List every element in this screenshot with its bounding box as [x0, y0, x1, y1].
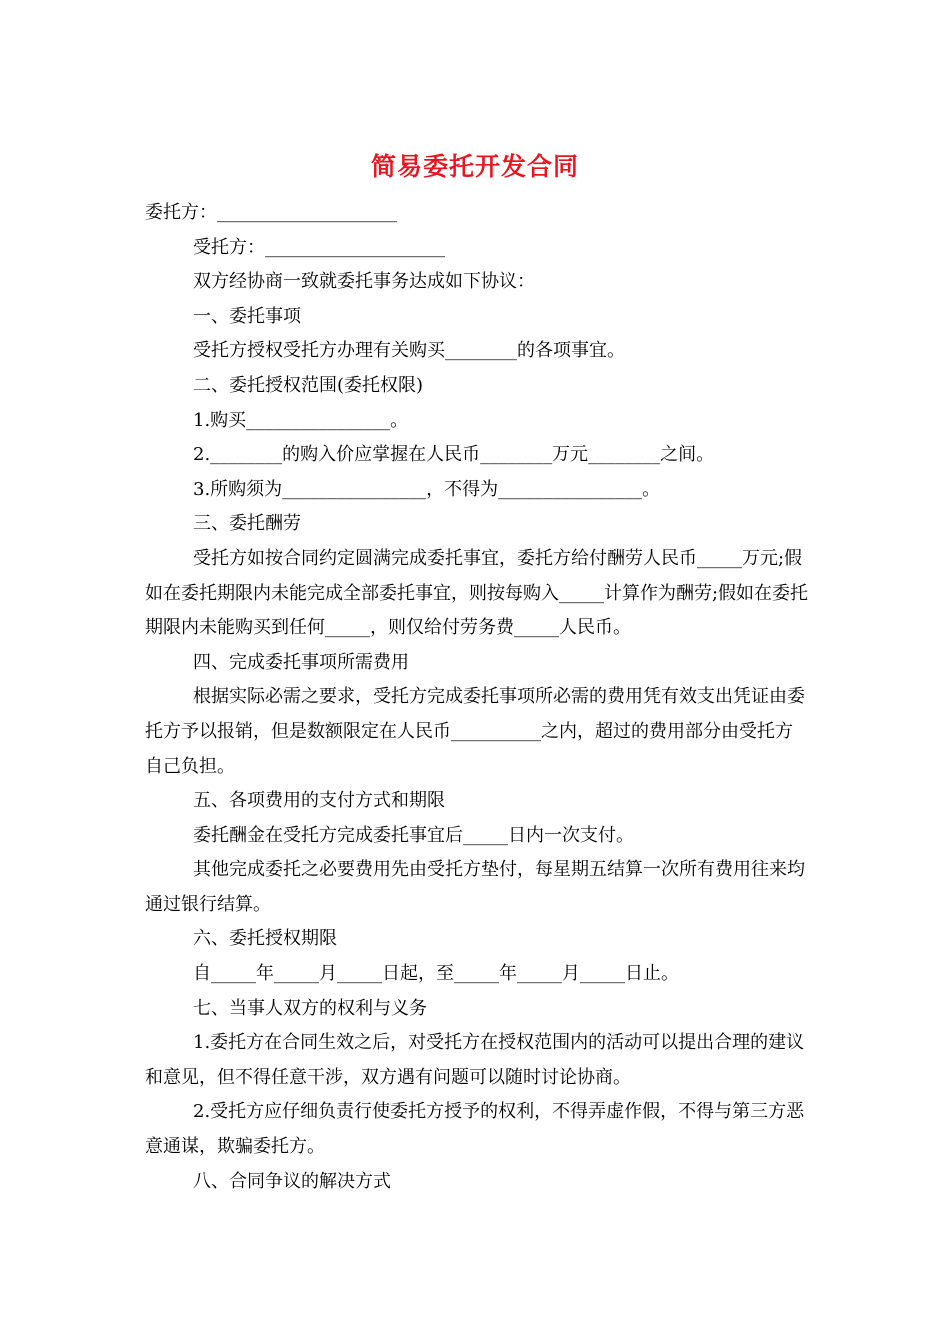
- paragraph: 受托方：____________________: [193, 236, 445, 258]
- paragraph: 双方经协商一致就委托事务达成如下协议：: [193, 271, 535, 293]
- paragraph: 受托方如按合同约定圆满完成委托事宜，委托方给付酬劳人民币_____万元;假如在委托期限内未能完成全部委托事宜，则按每购入_____计算作为酬劳;假如在委托期限内未能购买到任何_____，则仅给付劳务费_____人民币。: [145, 547, 809, 639]
- section-heading: 四、完成委托事项所需费用: [193, 651, 409, 673]
- paragraph: 受托方授权受托方办理有关购买________的各项事宜。: [193, 340, 625, 362]
- section-heading: 五、各项费用的支付方式和期限: [193, 790, 445, 812]
- paragraph: 1.购买________________。: [193, 409, 409, 431]
- document-body: [145, 196, 810, 1199]
- section-heading: 七、当事人双方的权利与义务: [193, 997, 427, 1019]
- section-heading: 三、委托酬劳: [193, 513, 301, 535]
- section-heading: 一、委托事项: [193, 305, 301, 327]
- section-heading: 八、合同争议的解决方式: [193, 1170, 391, 1192]
- paragraph: 委托方：____________________: [145, 202, 397, 223]
- paragraph: 2.受托方应仔细负责行使委托方授予的权利，不得弄虚作假，不得与第三方恶意通谋，欺骗委托方。: [145, 1101, 805, 1158]
- paragraph: 2.________的购入价应掌握在人民币________万元________之间。: [193, 444, 715, 466]
- paragraph: 自_____年_____月_____日起，至_____年_____月_____日止。: [193, 963, 679, 985]
- paragraph: 3.所购须为________________，不得为________________。: [193, 478, 661, 500]
- section-heading: 六、委托授权期限: [193, 928, 337, 950]
- paragraph: 根据实际必需之要求，受托方完成委托事项所必需的费用凭有效支出凭证由委托方予以报销，但是数额限定在人民币__________之内，超过的费用部分由受托方自己负担。: [145, 686, 805, 777]
- paragraph: 其他完成委托之必要费用先由受托方垫付，每星期五结算一次所有费用往来均通过银行结算。: [145, 859, 805, 915]
- paragraph: 委托酬金在受托方完成委托事宜后_____日内一次支付。: [193, 824, 634, 846]
- paragraph: 1.委托方在合同生效之后，对受托方在授权范围内的活动可以提出合理的建议和意见，但不得任意干涉，双方遇有问题可以随时讨论协商。: [145, 1032, 805, 1088]
- section-heading: 二、委托授权范围(委托权限): [193, 374, 424, 396]
- page-title: 简易委托开发合同: [370, 152, 579, 181]
